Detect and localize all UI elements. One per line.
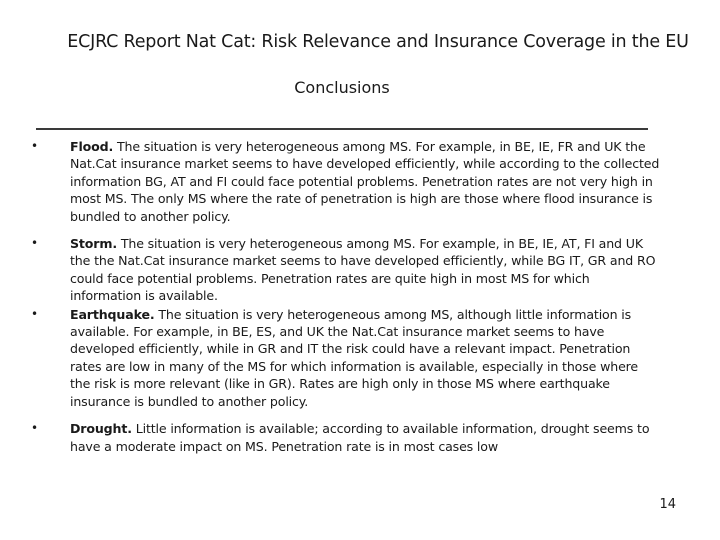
bullet-dot-icon: •	[31, 236, 38, 251]
bullet-dot-icon: •	[31, 306, 38, 321]
bullet-storm	[31, 235, 662, 305]
title-divider	[36, 128, 648, 130]
bullet-text: The situation is very heterogeneous among MS. For example, in BE, IE, FR and UK the Nat.Cat insurance market seems to have developed efficiently, while according to the collected information BG, AT and FI could face potential problems. Penetration rates are not very high in most MS. The only MS where the rate of penetration is high are those where flood insurance is bundled to another policy.	[70, 139, 660, 224]
slide-title: ECJRC Report Nat Cat: Risk Relevance and Insurance Coverage in the EU	[67, 32, 689, 52]
bullet-flood	[31, 138, 662, 225]
page-number: 14	[659, 497, 676, 512]
bullet-dot-icon: •	[31, 421, 38, 436]
bullet-dot-icon: •	[31, 139, 38, 153]
bullet-text: Little information is available; according to available information, drought seems to have a moderate impact on MS. Penetration rate is in most cases low	[70, 421, 650, 454]
slide-subtitle: Conclusions	[294, 78, 390, 97]
bullet-text: The situation is very heterogeneous among MS. For example, in BE, IE, AT, FI and UK the the Nat.Cat insurance market seems to have developed efficiently, while BG IT, GR and RO could face potential problems. Penetration rates are quite high in most MS for which information is available.	[70, 236, 656, 304]
bullet-term: Drought.	[70, 421, 132, 437]
bullet-text: The situation is very heterogeneous among MS, although little information is available. For example, in BE, ES, and UK the Nat.Cat insurance market seems to have developed efficiently, while in GR and IT the risk could have a relevant impact. Penetration rates are low in many of the MS for which information is available, especially in those where the risk is more relevant (like in GR). Rates are high only in those MS where earthquake insurance is bundled to another policy.	[70, 306, 639, 409]
bullet-drought	[31, 420, 662, 455]
bullet-term: Flood.	[70, 139, 114, 154]
bullet-term: Earthquake.	[70, 306, 155, 322]
bullet-term: Storm.	[70, 236, 117, 252]
bullet-earthquake	[31, 306, 662, 410]
conclusions-list	[31, 138, 662, 465]
